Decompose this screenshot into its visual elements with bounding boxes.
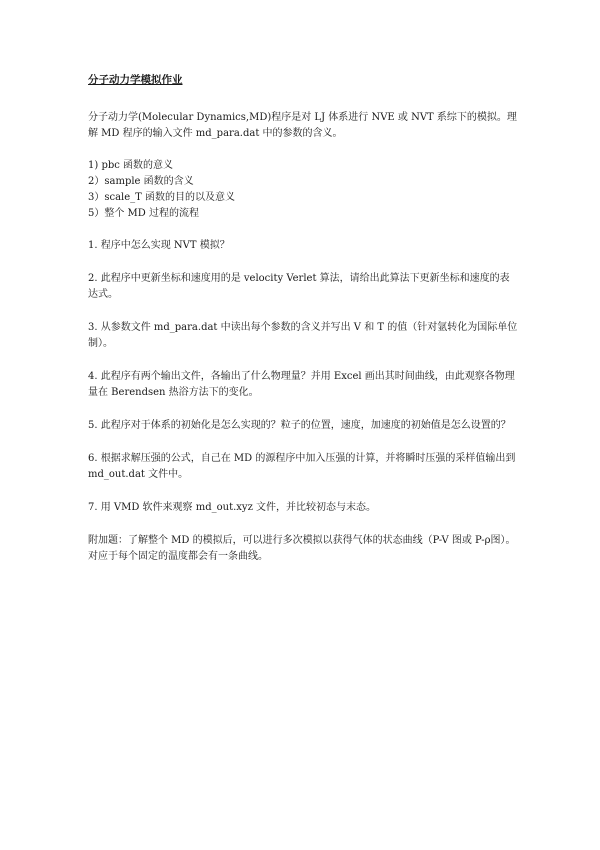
topic-item: 2）sample 函数的含义 (88, 176, 194, 187)
intro-paragraph: 分子动力学(Molecular Dynamics,MD)程序是对 LJ 体系进行 NVE 或 NVT 系综下的模拟。理解 MD 程序的输入文件 md_para.dat 中的参数的含义。 (88, 112, 517, 139)
topic-item: 5）整个 MD 过程的流程 (88, 208, 199, 219)
document-page (88, 72, 518, 581)
question-5: 5. 此程序对于体系的初始化是怎么实现的？粒子的位置，速度，加速度的初始值是怎么设置的？ (88, 420, 511, 431)
document-title: 分子动力学模拟作业 (88, 74, 183, 86)
question-1: 1. 程序中怎么实现 NVT 模拟？ (88, 240, 230, 251)
question-4: 4. 此程序有两个输出文件，各输出了什么物理量？并用 Excel 画出其时间曲线，由此观察各物理量在 Berendsen 热浴方法下的变化。 (88, 371, 515, 398)
question-7: 7. 用 VMD 软件来观察 md_out.xyz 文件，并比较初态与末态。 (88, 502, 377, 513)
topic-item: 1) pbc 函数的意义 (88, 160, 174, 171)
question-6: 6. 根据求解压强的公式，自己在 MD 的源程序中加入压强的计算，并将瞬时压强的采样值输出到 md_out.dat 文件中。 (88, 453, 519, 480)
question-3: 3. 从参数文件 md_para.dat 中读出每个参数的含义并写出 V 和 T 的值（针对氩转化为国际单位制）。 (88, 322, 518, 349)
topic-list (88, 158, 518, 222)
question-2: 2. 此程序中更新坐标和速度用的是 velocity Verlet 算法，请给出此算法下更新坐标和速度的表达式。 (88, 273, 510, 300)
topic-item: 3）scale_T 函数的目的以及意义 (88, 192, 236, 203)
bonus-question: 附加题：了解整个 MD 的模拟后，可以进行多次模拟以获得气体的状态曲线（P-V 图或 P-ρ图）。对应于每个固定的温度都会有一条曲线。 (88, 535, 516, 562)
